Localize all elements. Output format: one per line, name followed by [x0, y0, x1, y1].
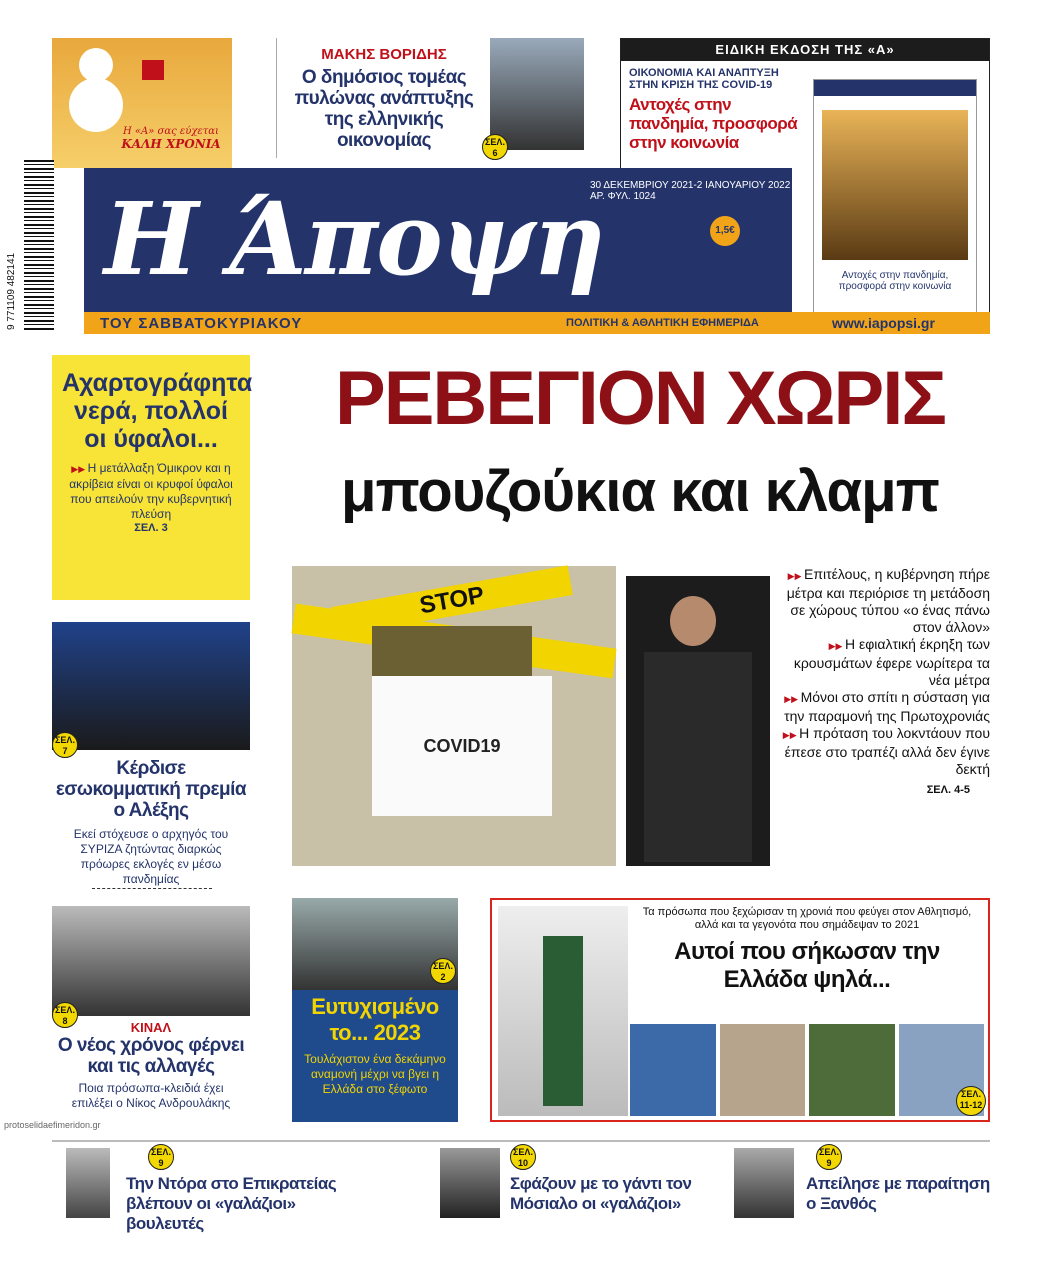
website-link[interactable]: www.iapopsi.gr — [832, 315, 935, 331]
side-body: Ποια πρόσωπα-κλειδιά έχει επιλέξει ο Νίκος Ανδρουλάκης — [71, 1081, 231, 1110]
watermark: protoselidaefimeridon.gr — [4, 1120, 101, 1130]
side-headline: Κέρδισε εσωκομματική πρεμία ο Αλέξης — [55, 758, 247, 821]
athlete-photo — [630, 1024, 716, 1116]
side-story-kinal[interactable] — [52, 906, 250, 1131]
covid-sign: COVID19 — [372, 676, 552, 816]
newspaper-title: Η Άποψη — [104, 180, 604, 298]
bottom-headline: Την Ντόρα στο Επικρατείας βλέπουν οι «γαλάζιοι» βουλευτές — [126, 1174, 337, 1233]
athlete-photo — [809, 1024, 895, 1116]
bullet-4: ▶▶ Η πρόταση του λοκντάουν που έπεσε στο τραπέζι αλλά δεν έγινε δεκτή — [780, 725, 990, 778]
xanthos-photo — [734, 1148, 794, 1218]
gift-icon — [142, 60, 164, 80]
price-badge: 1,5€ — [710, 216, 740, 246]
main-story-bullets[interactable] — [780, 566, 990, 876]
singer-photo — [626, 576, 770, 866]
side-story-yellow[interactable] — [52, 355, 253, 600]
athlete-photo — [720, 1024, 806, 1116]
headline-line2: μπουζούκια και κλαμπ — [340, 459, 940, 524]
bottom-headline: Σφάζουν με το γάντι τον Μόσιαλο οι «γαλάζιοι» — [510, 1174, 692, 1213]
androulakis-photo — [52, 906, 250, 1016]
page-ref-badge: ΣΕΛ. 9 — [148, 1144, 174, 1170]
athlete-thumbnails — [630, 1024, 984, 1116]
bottom-story-dora[interactable] — [66, 1147, 366, 1233]
page-ref-badge: ΣΕΛ. 10 — [510, 1144, 536, 1170]
special-banner: ΕΙΔΙΚΗ ΕΚΔΟΣΗ ΤΗΣ «Α» — [621, 39, 989, 61]
masthead-tagline: ΠΟΛΙΤΙΚΗ & ΑΘΛΗΤΙΚΗ ΕΦΗΜΕΡΙΔΑ — [566, 317, 759, 329]
cover-image — [822, 110, 968, 260]
main-covid-photo — [292, 566, 616, 866]
lucky-headline: Ευτυχισμένο το... 2023 — [311, 994, 439, 1045]
antetokounmpo-photo — [498, 906, 628, 1116]
issue-number: ΑΡ. ΦΥΛ. 1024 — [590, 191, 656, 202]
masthead-subtitle: ΤΟΥ ΣΑΒΒΑΤΟΚΥΡΙΑΚΟΥ — [100, 315, 303, 332]
tape-text: STOP — [331, 565, 573, 636]
person-name: ΜΑΚΗΣ ΒΟΡΙΔΗΣ — [321, 46, 447, 63]
mosialos-photo — [440, 1148, 500, 1218]
top-story-voridis[interactable] — [276, 38, 596, 158]
bullet-3: ▶▶ Μόνοι στο σπίτι η σύσταση για την παραμονή της Πρωτοχρονιάς — [780, 689, 990, 725]
side-body: ▶▶ Η μετάλλαξη Όμικρον και η ακρίβεια είναι οι κρυφοί ύφαλοι που απειλούν την κυβερνητική πλεύση — [52, 453, 250, 522]
special-headline: Αντοχές στην πανδημία, προσφορά στην κοινωνία — [629, 95, 798, 152]
issue-date: 30 ΔΕΚΕΜΒΡΙΟΥ 2021-2 ΙΑΝΟΥΑΡΙΟΥ 2022 — [590, 180, 791, 191]
page-ref: ΣΕΛ. 3 — [134, 522, 168, 534]
special-kicker: ΟΙΚΟΝΟΜΙΑ ΚΑΙ ΑΝΑΠΤΥΞΗ ΣΤΗΝ ΚΡΙΣΗ ΤΗΣ COVID-19 — [629, 67, 779, 91]
bottom-story-xanthos[interactable] — [734, 1148, 990, 1224]
headline-line1: ΡΕΒΕΓΙΟΝ ΧΩΡΙΣ — [335, 356, 945, 441]
bottom-story-mosialos[interactable] — [440, 1148, 730, 1224]
side-body: Εκεί στόχευσε ο αρχηγός του ΣΥΡΙΖΑ ζητώντας διαρκώς πρόωρες εκλογές εν μέσω πανδημίας — [73, 827, 229, 886]
page-ref-badge: ΣΕΛ. 2 — [430, 958, 456, 984]
sports-headline: Αυτοί που σήκωσαν την Ελλάδα ψηλά... — [674, 938, 940, 993]
side-story-tsipras[interactable] — [52, 622, 250, 892]
portrait-photo — [490, 38, 584, 150]
side-headline: Αχαρτογράφητα νερά, πολλοί οι ύφαλοι... — [62, 369, 253, 453]
bottom-headline: Απείλησε με παραίτηση ο Ξανθός — [806, 1174, 990, 1213]
page-ref-badge: ΣΕΛ. 11-12 — [956, 1086, 986, 1116]
page-ref-badge: ΣΕΛ. 9 — [816, 1144, 842, 1170]
special-cover-thumbnail — [813, 79, 977, 323]
bottom-stories-strip — [52, 1140, 990, 1233]
bullet-1: ▶▶ Επιτέλους, η κυβέρνηση πήρε μέτρα και περιόρισε τη μετάδοση σε χώρους τύπου «ο ένας πάνω στον άλλον» — [780, 566, 990, 636]
barcode — [24, 160, 54, 332]
divider — [276, 38, 277, 158]
dashed-divider — [92, 888, 212, 889]
page-ref: ΣΕΛ. 4-5 — [926, 784, 970, 796]
masthead-strip — [84, 312, 990, 334]
masthead[interactable] — [84, 168, 792, 312]
snowman-illustration — [66, 48, 126, 138]
main-headline[interactable] — [290, 355, 990, 555]
promo-snowman-box — [52, 38, 232, 168]
side-kicker: ΚΙΝΑΛ — [130, 1020, 172, 1035]
top-story-headline: Ο δημόσιος τομέας πυλώνας ανάπτυξης της ελληνικής οικονομίας — [294, 67, 474, 151]
page-ref-badge: ΣΕΛ. 6 — [482, 134, 508, 160]
page-ref-badge: ΣΕΛ. 7 — [52, 732, 78, 758]
bullet-2: ▶▶ Η εφιαλτική έκρηξη των κρουσμάτων έφερε νωρίτερα τα νέα μέτρα — [780, 636, 990, 689]
sports-kicker: Τα πρόσωπα που ξεχώρισαν τη χρονιά που φεύγει στον Αθλητισμό, αλλά και τα γεγονότα που σημάδεψαν το 2021 — [642, 906, 972, 931]
promo-line2: ΚΑΛΗ ΧΡΟΝΙΑ — [121, 137, 221, 151]
promo-line1: Η «Α» σας εύχεται — [123, 126, 219, 137]
page-ref-badge: ΣΕΛ. 8 — [52, 1002, 78, 1028]
lucky-body: Τουλάχιστον ένα δεκάμηνο αναμονή μέχρι να βγει η Ελλάδα στο ξέφωτο — [304, 1052, 446, 1096]
tsipras-photo — [52, 622, 250, 750]
story-lucky-2023[interactable] — [292, 898, 458, 1122]
cover-caption: Αντοχές στην πανδημία, προσφορά στην κοινωνία — [838, 270, 952, 292]
sports-feature-box[interactable] — [490, 898, 990, 1122]
side-headline: Ο νέος χρόνος φέρνει και τις αλλαγές — [57, 1035, 245, 1077]
barcode-number: 9 771109 482141 — [6, 252, 17, 330]
dora-photo — [66, 1148, 110, 1218]
